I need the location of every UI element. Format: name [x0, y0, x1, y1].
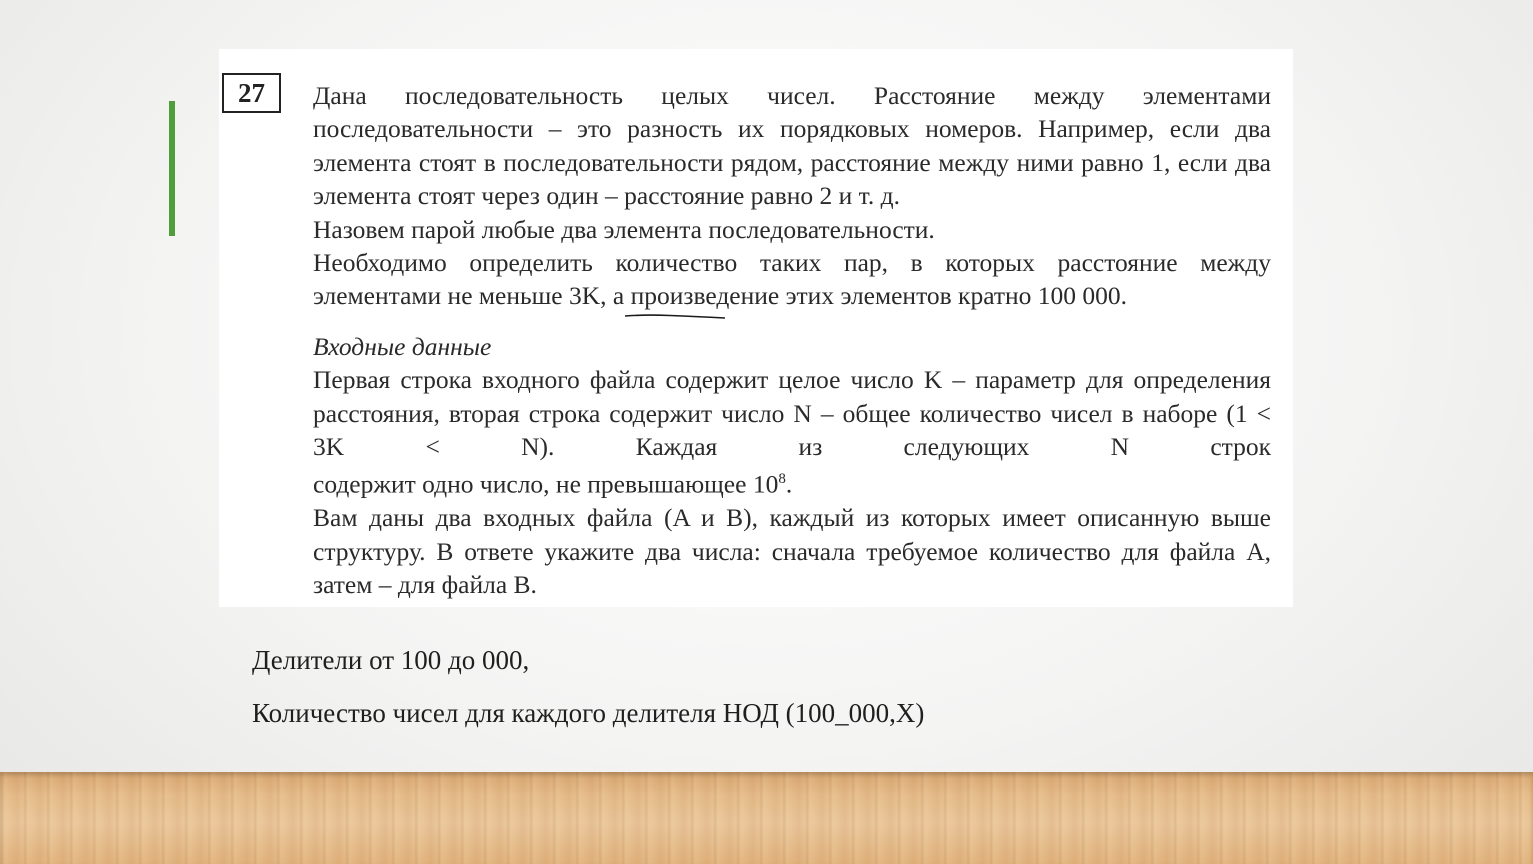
- notes-line-2: Количество чисел для каждого делителя НОД (100_000,X): [252, 698, 925, 728]
- hand-drawn-underline: [625, 312, 725, 322]
- limit-exponent: 8: [778, 471, 786, 488]
- input-data-heading: Входные данные: [313, 331, 492, 361]
- files-paragraph: Вам даны два входных файла (A и B), каждый из которых имеет описанную выше структуру. В ответе укажите два числа: сначала требуемое количество для файла A, затем – для файла B.: [313, 503, 1271, 600]
- task-screenshot: [219, 49, 1293, 607]
- condition-lead: элементами не меньше 3K, а: [313, 281, 625, 311]
- task-statement: [313, 79, 1271, 602]
- limit-text: содержит одно число, не превышающее 10: [313, 469, 779, 499]
- accent-bar: [169, 101, 175, 236]
- condition-underlined-text: произведение этих элементов кратно 100 000.: [630, 281, 1128, 311]
- task-number-box: 27: [222, 73, 281, 113]
- wooden-floor-decoration: [0, 772, 1533, 864]
- task-paragraph-1: Дана последовательность целых чисел. Расстояние между элементами последовательности – это разность их порядковых номеров. Например, если два элемента стоят в последовательности рядом, расстояние между ними равно 1, если два элемента стоят через один – расстояние равно 2 и т. д.: [313, 81, 1271, 211]
- task-paragraph-2: Назовем парой любые два элемента последовательности.: [313, 214, 935, 244]
- input-data-limit-line: [313, 463, 1271, 501]
- task-condition-line: [313, 279, 1271, 312]
- notes-line-1: Делители от 100 до 000,: [252, 645, 530, 675]
- limit-tail: .: [785, 469, 793, 499]
- slide-notes: [252, 644, 1252, 750]
- underlined-condition: [631, 279, 1127, 312]
- input-data-paragraph: Первая строка входного файла содержит целое число K – параметр для определения расстояния, вторая строка содержит число N – общее количество чисел в наборе (1 < 3K < N). Каждая из следующих N строк: [313, 365, 1271, 462]
- task-paragraph-3: Необходимо определить количество таких пар, в которых расстояние между: [313, 248, 1271, 278]
